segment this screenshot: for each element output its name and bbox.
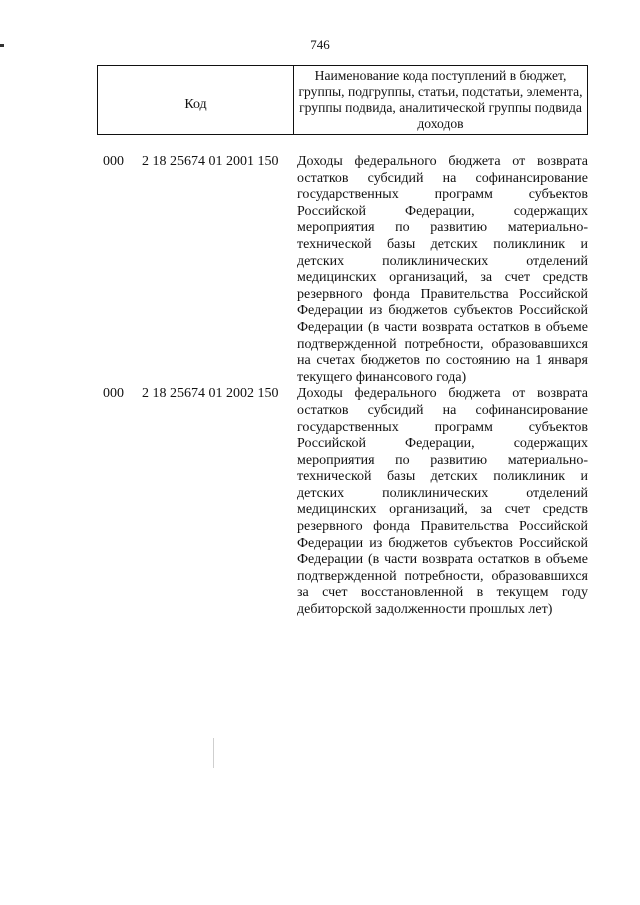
scan-artifact	[213, 738, 214, 768]
table-row	[0, 386, 640, 618]
revenue-code: 2 18 25674 01 2001 150	[142, 154, 279, 169]
table-body	[0, 154, 640, 619]
table-row	[0, 154, 640, 386]
revenue-description: Доходы федерального бюджета от возврата остатков субсидий на софинансирование государственных программ субъектов Российской Федерации, содержащих мероприятия по развитию материально-технической базы детских поликлиник и детских поликлинических отделений медицинских организаций, за счет средств резервного фонда Правительства Российской Федерации из бюджетов субъектов Российской Федерации (в части возврата остатков в объеме подтвержденной потребности, образовавшихся на счетах бюджетов по состоянию на 1 января текущего финансового года)	[297, 154, 588, 385]
header-code-cell: Код	[98, 66, 294, 134]
revenue-description: Доходы федерального бюджета от возврата остатков субсидий на софинансирование государственных программ субъектов Российской Федерации, содержащих мероприятия по развитию материально-технической базы детских поликлиник и детских поликлинических отделений медицинских организаций, за счет средств резервного фонда Правительства Российской Федерации из бюджетов субъектов Российской Федерации (в части возврата остатков в объеме подтвержденной потребности, образовавшихся за счет восстановленной в текущем году дебиторской задолженности прошлых лет)	[297, 386, 588, 618]
admin-code: 000	[103, 386, 124, 402]
revenue-code: 2 18 25674 01 2002 150	[142, 386, 279, 402]
page-number: 746	[310, 37, 330, 52]
header-name-cell: Наименование кода поступлений в бюджет, группы, подгруппы, статьи, подстатьи, элемента, группы подвида, аналитической группы подвида доходов	[298, 67, 583, 132]
table-header	[97, 65, 588, 135]
admin-code: 000	[103, 154, 124, 169]
